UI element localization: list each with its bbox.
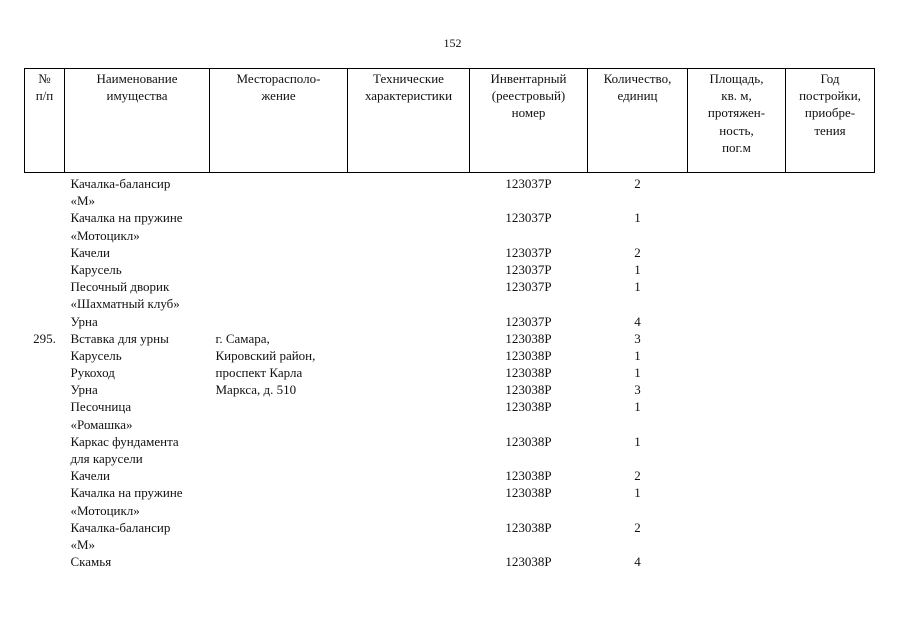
header-inventory-line: номер <box>511 105 546 121</box>
header-num-line: п/п <box>35 88 54 104</box>
property-table <box>24 68 875 570</box>
spacer <box>588 536 688 553</box>
quantity-column <box>588 173 688 571</box>
spacer <box>216 261 348 278</box>
item-quantity: 1 <box>634 399 641 415</box>
item-inventory-number: 123037Р <box>505 261 552 277</box>
header-year <box>786 69 875 173</box>
header-name-line: имущества <box>106 88 168 104</box>
item-inventory-number: 123038Р <box>505 330 552 346</box>
item-name: Карусель <box>70 347 122 363</box>
item-name: Качели <box>70 468 111 484</box>
item-name: «Ромашка» <box>70 416 133 432</box>
item-name: «М» <box>70 193 96 209</box>
header-year-line: постройки, <box>799 88 861 104</box>
spacer <box>588 416 688 433</box>
spacer <box>25 313 65 330</box>
header-tech-line: характеристики <box>364 88 453 104</box>
spacer <box>216 209 348 226</box>
item-quantity: 1 <box>634 210 641 226</box>
header-location <box>210 69 348 173</box>
item-quantity: 1 <box>634 365 641 381</box>
item-name: Качалка на пружине <box>70 210 183 226</box>
spacer <box>216 192 348 209</box>
item-quantity: 1 <box>634 433 641 449</box>
spacer <box>588 192 688 209</box>
spacer <box>470 227 588 244</box>
item-name: Качалка-балансир <box>70 176 171 191</box>
item-name: Качалка-балансир <box>70 519 171 535</box>
item-inventory-number: 123038Р <box>505 433 552 449</box>
page-number: 152 <box>443 36 462 50</box>
item-quantity: 2 <box>634 519 641 535</box>
spacer <box>470 536 588 553</box>
header-quantity-line: Количество, <box>603 71 672 86</box>
item-name: Скамья <box>70 554 112 570</box>
item-quantity: 4 <box>634 554 641 570</box>
item-name: Вставка для урны <box>70 330 169 346</box>
spacer <box>470 295 588 312</box>
spacer <box>470 450 588 467</box>
spacer <box>25 278 65 295</box>
spacer <box>588 502 688 519</box>
header-name-line: Наименование <box>96 71 178 86</box>
spacer <box>470 416 588 433</box>
item-inventory-number: 123038Р <box>505 468 552 484</box>
item-name: Песочница <box>70 399 132 415</box>
tech-column <box>348 173 470 571</box>
header-area-line: ность, <box>719 122 754 138</box>
header-year-line: тения <box>814 122 846 138</box>
location-line: Маркса, д. 510 <box>215 382 297 398</box>
spacer <box>588 227 688 244</box>
item-quantity: 3 <box>634 382 641 398</box>
name-column <box>65 173 210 571</box>
table-header-row <box>25 69 875 173</box>
item-quantity: 2 <box>634 468 641 484</box>
header-area-line: протяжен- <box>707 105 766 121</box>
table-body-row <box>25 173 875 571</box>
spacer <box>216 313 348 330</box>
spacer <box>588 450 688 467</box>
item-name: «Мотоцикл» <box>70 227 140 243</box>
num-column <box>25 173 65 571</box>
inventory-column <box>470 173 588 571</box>
item-quantity: 1 <box>634 279 641 295</box>
spacer <box>216 295 348 312</box>
spacer <box>470 502 588 519</box>
header-area-line: Площадь, <box>709 71 764 86</box>
spacer <box>25 261 65 278</box>
item-quantity: 2 <box>634 176 641 191</box>
item-inventory-number: 123038Р <box>505 399 552 415</box>
spacer <box>588 295 688 312</box>
header-num <box>25 69 65 173</box>
header-location-line: Месторасполо- <box>236 71 321 86</box>
item-inventory-number: 123038Р <box>505 554 552 570</box>
item-inventory-number: 123037Р <box>505 279 552 295</box>
header-quantity-line: единиц <box>617 88 658 104</box>
item-quantity: 1 <box>634 347 641 363</box>
item-inventory-number: 123038Р <box>505 485 552 501</box>
item-quantity: 1 <box>634 261 641 277</box>
header-quantity <box>588 69 688 173</box>
item-name: Урна <box>70 313 98 329</box>
item-name: Рукоход <box>70 365 115 381</box>
spacer <box>216 175 348 192</box>
item-inventory-number: 123038Р <box>505 365 552 381</box>
spacer <box>216 227 348 244</box>
item-name: Песочный дворик <box>70 279 170 295</box>
header-tech-line: Технические <box>373 71 444 86</box>
spacer <box>25 209 65 226</box>
spacer <box>25 227 65 244</box>
header-inventory-line: (реестровый) <box>491 88 566 104</box>
spacer <box>216 244 348 261</box>
item-inventory-number: 123038Р <box>505 519 552 535</box>
item-name: «Мотоцикл» <box>70 502 140 518</box>
area-column <box>688 173 786 571</box>
item-inventory-number: 123037Р <box>505 244 552 260</box>
header-inventory <box>470 69 588 173</box>
item-inventory-number: 123038Р <box>505 347 552 363</box>
item-quantity: 4 <box>634 313 641 329</box>
item-inventory-number: 123037Р <box>505 313 552 329</box>
item-name: Качели <box>70 244 111 260</box>
spacer <box>25 192 65 209</box>
header-inventory-line: Инвентарный <box>490 71 567 86</box>
header-area <box>688 69 786 173</box>
header-area-line: пог.м <box>722 139 751 155</box>
item-name: «Шахматный клуб» <box>70 296 180 312</box>
spacer <box>25 295 65 312</box>
item-inventory-number: 123037Р <box>505 176 552 191</box>
header-area-line: кв. м, <box>721 88 752 104</box>
item-name: «М» <box>70 536 96 552</box>
year-column <box>786 173 875 571</box>
spacer <box>216 278 348 295</box>
header-location-line: жение <box>261 88 296 104</box>
item-quantity: 1 <box>634 485 641 501</box>
location-line: г. Самара, <box>215 330 270 346</box>
header-tech <box>348 69 470 173</box>
row-number: 295. <box>33 330 56 346</box>
item-name: Урна <box>70 382 98 398</box>
location-line: Кировский район, <box>215 347 316 363</box>
spacer <box>25 244 65 261</box>
item-inventory-number: 123037Р <box>505 210 552 226</box>
header-name <box>65 69 210 173</box>
item-quantity: 2 <box>634 244 641 260</box>
item-quantity: 3 <box>634 330 641 346</box>
location-column <box>210 173 348 571</box>
header-num-line: № <box>38 71 51 86</box>
header-year-line: Год <box>820 71 840 86</box>
spacer <box>470 192 588 209</box>
item-name: Качалка на пружине <box>70 485 183 501</box>
item-name: Карусель <box>70 261 122 277</box>
spacer <box>25 175 65 192</box>
item-name: Каркас фундамента <box>70 433 179 449</box>
location-line: проспект Карла <box>215 365 303 381</box>
header-year-line: приобре- <box>804 105 856 121</box>
item-name: для карусели <box>70 451 143 466</box>
item-inventory-number: 123038Р <box>505 382 552 398</box>
